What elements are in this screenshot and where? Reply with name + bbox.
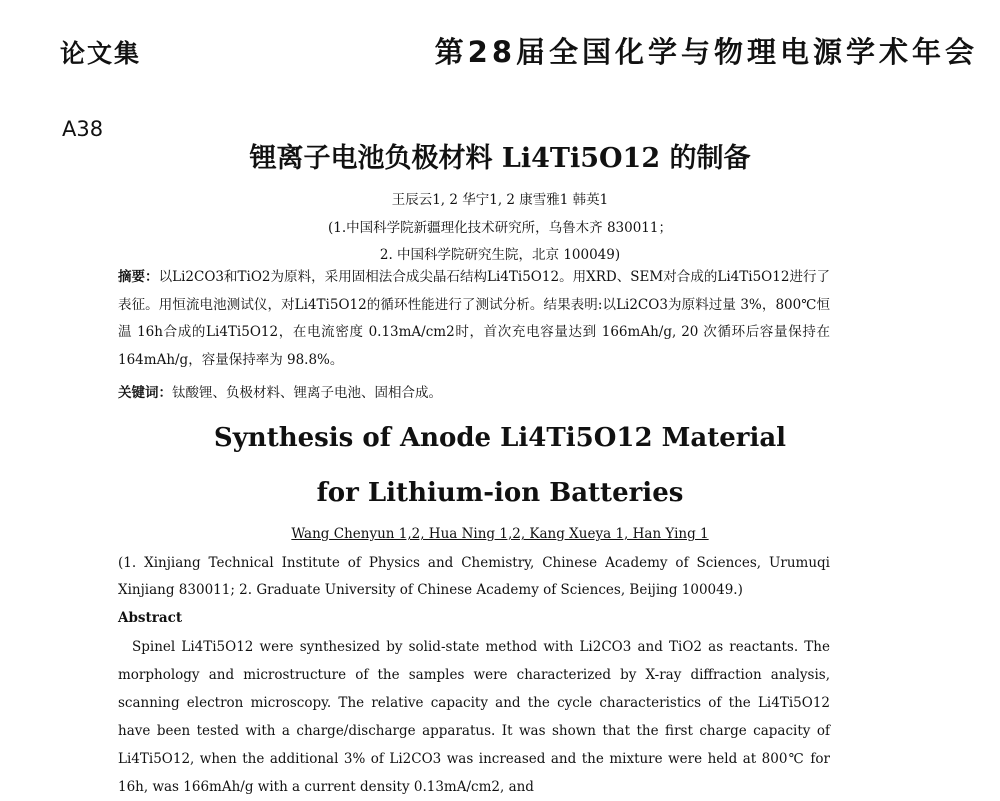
authors-chinese: 王辰云1, 2 华宁1, 2 康雪雅1 韩英1: [391, 192, 609, 208]
title-english-line-1: Synthesis of Anode Li4Ti5O12 Material: [213, 423, 787, 453]
abstract-chinese: [118, 264, 830, 374]
authors-english: Wang Chenyun 1,2, Hua Ning 1,2, Kang Xueya 1, Han Ying 1: [291, 526, 709, 542]
abstract-chinese-label: 摘要：: [118, 269, 159, 285]
keywords-text: 钛酸锂、负极材料、锂离子电池、固相合成。: [172, 385, 442, 401]
affiliations-english: (1. Xinjiang Technical Institute of Physics and Chemistry, Chinese Academy of Sciences, Urumuqi Xinjiang 830011; 2. Graduate University of Chinese Academy of Sciences, Beijing 100049.): [118, 555, 830, 598]
abstract-chinese-text: 以Li2CO3和TiO2为原料，采用固相法合成尖晶石结构Li4Ti5O12。用XRD、SEM对合成的Li4Ti5O12进行了表征。用恒流电池测试仪，对Li4Ti5O12的循环性能进行了测试分析。结果表明:以Li2CO3为原料过量 3%，800℃恒温 16h合成的Li4Ti5O12，在电流密度 0.13mA/cm2时，首次充电容量达到 166mAh/g, 20 次循环后容量保持在 164mAh/g，容量保持率为 98.8%。: [118, 269, 830, 368]
affiliation-chinese-1: (1.中国科学院新疆理化技术研究所，乌鲁木齐 830011；: [328, 220, 672, 236]
title-chinese: 锂离子电池负极材料 Li4Ti5O12 的制备: [249, 143, 751, 174]
conference-title: 第28届全国化学与物理电源学术年会: [434, 35, 978, 69]
paper-id: A38: [62, 117, 104, 141]
abstract-english-text: Spinel Li4Ti5O12 were synthesized by solid-state method with Li2CO3 and TiO2 as reactants. The morphology and microstructure of the samples were characterized by X-ray diffraction analysis, scanning electron microscopy. The relative capacity and the cycle characteristics of the Li4Ti5O12 have been tested with a charge/discharge apparatus. It was shown that the first charge capacity of Li4Ti5O12, when the additional 3% of Li2CO3 was increased and the mixture were held at 800℃ for 16h, was 166mAh/g with a current density 0.13mA/cm2, and: [118, 639, 830, 795]
abstract-english-label: Abstract: [118, 610, 183, 626]
affiliation-chinese-2: 2. 中国科学院研究生院，北京 100049): [379, 247, 621, 263]
proceedings-label: 论文集: [60, 39, 142, 68]
title-english-line-2: for Lithium-ion Batteries: [316, 478, 684, 508]
keywords-chinese: [118, 381, 830, 401]
keywords-label: 关键词：: [118, 385, 172, 401]
